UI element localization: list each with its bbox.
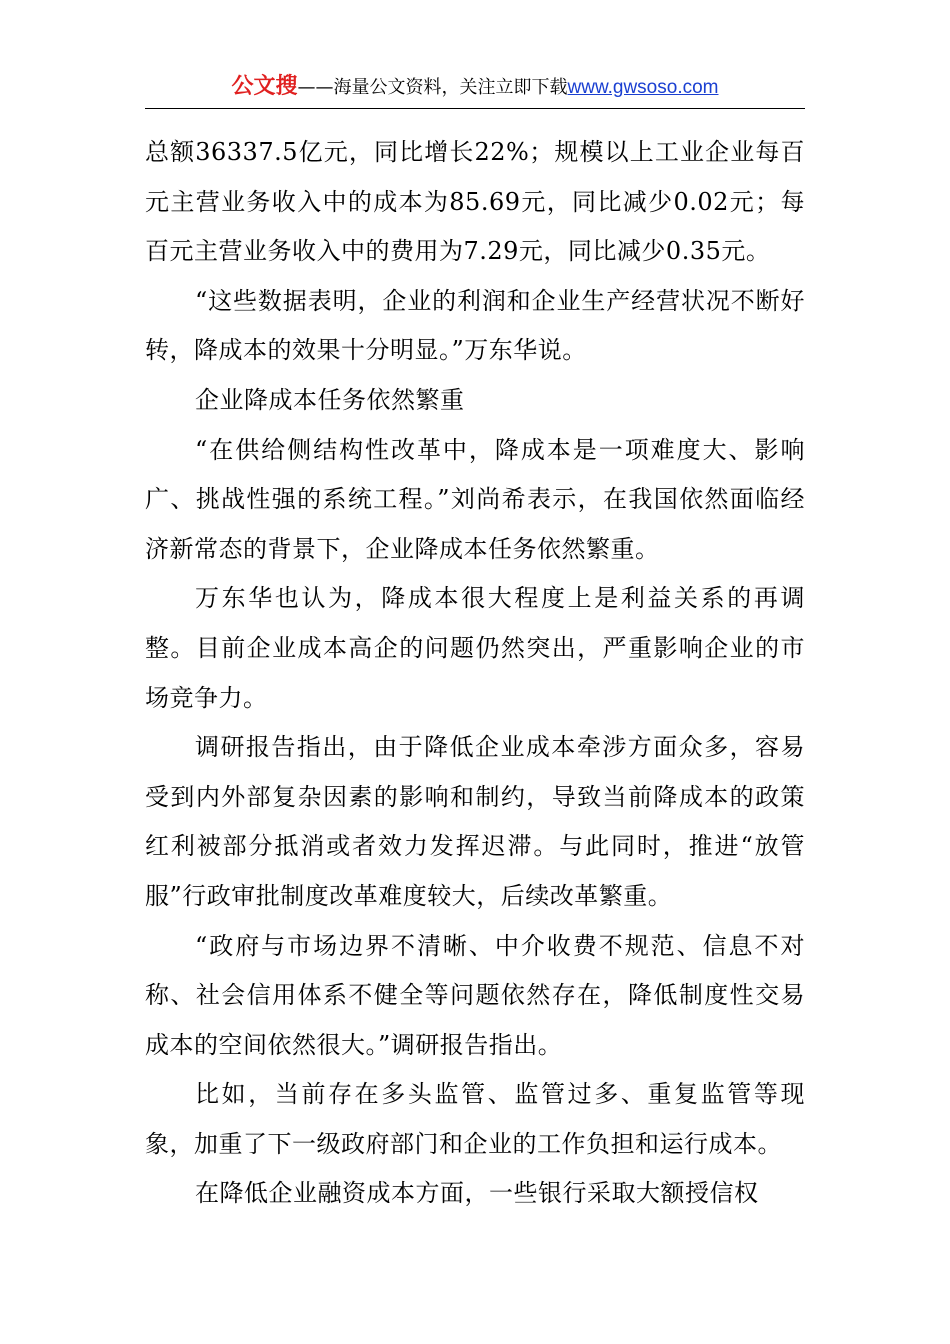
paragraph-8: 在降低企业融资成本方面，一些银行采取大额授信权 [195, 1179, 759, 1208]
paragraph-2: “这些数据表明，企业的利润和企业生产经营状况不断好转，降成本的效果十分明显。”万东华说。 [145, 286, 805, 365]
header-tagline: ——海量公文资料，关注立即下载 [297, 77, 568, 98]
page-header [145, 72, 805, 102]
paragraph-7: 比如，当前存在多头监管、监管过多、重复监管等现象，加重了下一级政府部门和企业的工作负担和运行成本。 [145, 1080, 805, 1158]
paragraph-6: “政府与市场边界不清晰、中介收费不规范、信息不对称、社会信用体系不健全等问题依然存在，降低制度性交易成本的空间依然很大。”调研报告指出。 [145, 931, 805, 1059]
paragraph-3: “在供给侧结构性改革中，降成本是一项难度大、影响广、挑战性强的系统工程。”刘尚希表示，在我国依然面临经济新常态的背景下，企业降成本任务依然繁重。 [145, 435, 805, 563]
header-link[interactable]: www.gwsoso.com [567, 77, 719, 98]
header-brand: 公文搜 [231, 74, 298, 99]
paragraph-4: 万东华也认为，降成本很大程度上是利益关系的再调整。目前企业成本高企的问题仍然突出，严重影响企业的市场竞争力。 [145, 584, 805, 712]
paragraph-1: 总额36337.5亿元，同比增长22%；规模以上工业企业每百元主营业务收入中的成本为85.69元，同比减少0.02元；每百元主营业务收入中的费用为7.29元，同比减少0.35元。 [145, 138, 805, 266]
paragraph-5: 调研报告指出，由于降低企业成本牵涉方面众多，容易受到内外部复杂因素的影响和制约，导致当前降成本的政策红利被部分抵消或者效力发挥迟滞。与此同时，推进“放管服”行政审批制度改革难度较大，后续改革繁重。 [145, 733, 805, 910]
header-divider [145, 108, 805, 109]
section-heading: 企业降成本任务依然繁重 [195, 385, 465, 414]
document-body [145, 128, 805, 1219]
